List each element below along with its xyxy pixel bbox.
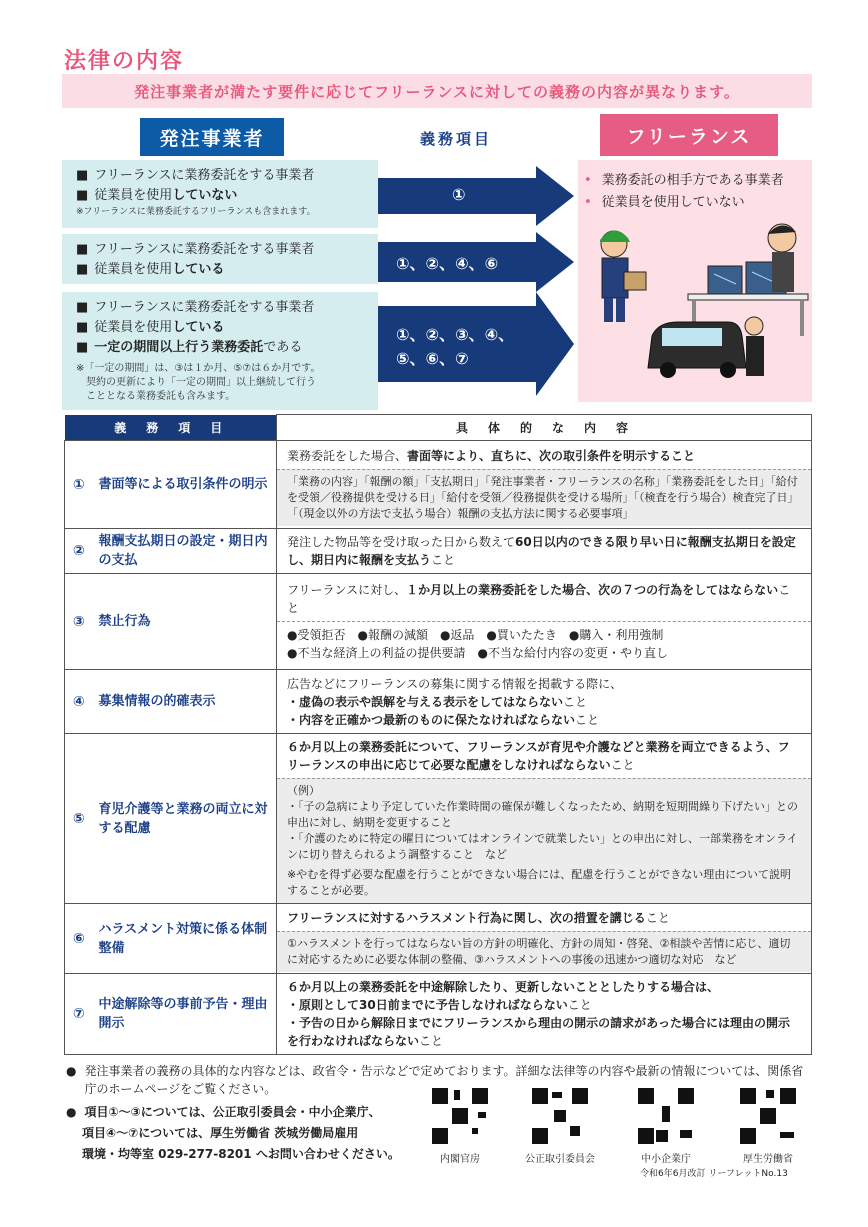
row-number: ① — [65, 441, 93, 529]
row-number: ⑤ — [65, 734, 93, 904]
col-header-items: 義 務 項 目 — [65, 415, 277, 441]
qr-code-cabinet[interactable] — [430, 1086, 490, 1146]
qr-label: 厚生労働省 — [743, 1154, 793, 1165]
table-row: ④ 募集情報の的確表示 広告などにフリーランスの募集に関する情報を掲載する際に、 ・虚偽の表示や誤解を与える表示をしてはならないこと ・内容を正確かつ最新のものに保たなければならないこと — [65, 670, 812, 734]
arrow-2-label: ①、②、④、⑥ — [396, 254, 499, 273]
qr-code-jftc[interactable] — [530, 1086, 590, 1146]
footer-note-2: ● 項目①～③については、公正取引委員会・中小企業庁、 項目④～⑦については、厚生労働省 茨城労働局雇用 環境・均等室 029-277-8201 へお問い合わせください。 — [66, 1105, 400, 1161]
requirement-box-1: ■ フリーランスに業務委託をする事業者 ■ 従業員を使用していない ※フリーランスに業務委託するフリーランスも含まれます。 — [62, 160, 378, 228]
row-title: ハラスメント対策に係る体制整備 — [93, 904, 277, 974]
row-number: ④ — [65, 670, 93, 734]
row-title: 報酬支払期日の設定・期日内の支払 — [93, 529, 277, 574]
freelance-illustration — [578, 218, 812, 398]
row-number: ⑥ — [65, 904, 93, 974]
footer-note-1: ● 発注事業者の義務の具体的な内容などは、政省令・告示などで定めております。詳細な法律等の内容や最新の情報については、関係省庁のホームページをご覧ください。 — [66, 1064, 804, 1096]
row-title: 中途解除等の事前予告・理由開示 — [93, 974, 277, 1055]
revision-note: 令和6年6月改訂 リーフレットNo.13 — [640, 1169, 788, 1179]
qr-label: 内閣官房 — [440, 1154, 480, 1165]
table-row: ⑤ 育児介護等と業務の両立に対する配慮 ６か月以上の業務委託について、フリーランスが育児や介護などと業務を両立できるよう、フリーランスの申出に応じて必要な配慮をしなければならないこと （例） ・「子の急病により予定していた作業時間の確保が難しくなったため、納期を短期間繰り下げたい」との申出に対し、納期を変更すること ・「介護のために特定の曜日についてはオンラインで就業したい」との申出に対し、一部業務をオンラインに切り替えられるよう調整すること など ※やむを得ず必要な配慮を行うことができない場合には、配慮を行うことができない理由について説明することが必要。 — [65, 734, 812, 904]
row-title: 募集情報の的確表示 — [93, 670, 277, 734]
items-header: 義務項目 — [420, 130, 493, 148]
freelance-header: フリーランス — [600, 114, 778, 156]
qr-label: 公正取引委員会 — [525, 1154, 595, 1165]
arrow-3-label-1: ①、②、③、④、 — [396, 325, 515, 344]
obligations-table — [64, 414, 812, 1055]
requirement-box-2: ■ フリーランスに業務委託をする事業者 ■ 従業員を使用している — [62, 234, 378, 284]
table-row: ⑥ ハラスメント対策に係る体制整備 フリーランスに対するハラスメント行為に関し、次の措置を講じること ①ハラスメントを行ってはならない旨の方針の明確化、方針の周知・啓発、②相談や苦情に応じ、適切に対応するために必要な体制の整備、③ハラスメントへの事後の迅速かつ適切な対応 など — [65, 904, 812, 974]
qr-label: 中小企業庁 — [641, 1154, 691, 1165]
freelance-box: • 業務委託の相手方である事業者 • 従業員を使用していない — [578, 160, 812, 402]
row-number: ② — [65, 529, 93, 574]
table-row: ⑦ 中途解除等の事前予告・理由開示 ６か月以上の業務委託を中途解除したり、更新しないこととしたりする場合は、 ・原則として30日前までに予告しなければならないこと ・予告の日から解除日までにフリーランスから理由の開示の請求があった場合には理由の開示を行わなければならないこと — [65, 974, 812, 1055]
page-title: 法律の内容 — [64, 49, 185, 74]
arrow-3-label-2: ⑤、⑥、⑦ — [396, 349, 469, 368]
row-number: ③ — [65, 574, 93, 670]
col-header-content: 具 体 的 な 内 容 — [277, 415, 812, 441]
qr-code-sme[interactable] — [636, 1086, 696, 1146]
table-row: ② 報酬支払期日の設定・期日内の支払 発注した物品等を受け取った日から数えて60日以内のできる限り早い日に報酬支払期日を設定し、期日内に報酬を支払うこと — [65, 529, 812, 574]
row-title: 育児介護等と業務の両立に対する配慮 — [93, 734, 277, 904]
subtitle-banner: 発注事業者が満たす要件に応じてフリーランスに対しての義務の内容が異なります。 — [62, 74, 812, 108]
arrow-1 — [378, 166, 574, 226]
row-title: 書面等による取引条件の明示 — [93, 441, 277, 529]
requirement-box-3: ■ フリーランスに業務委託をする事業者 ■ 従業員を使用している ■ 一定の期間以上行う業務委託である ※「一定の期間」は、③は１か月、⑤⑦は６か月です。 契約の更新により「一定の期間」以上継続して行う こととなる業務委託も含みます。 — [62, 292, 378, 410]
table-row: ③ 禁止行為 フリーランスに対し、１か月以上の業務委託をした場合、次の７つの行為をしてはならないこと ●受領拒否 ●報酬の減額 ●返品 ●買いたたき ●購入・利用強制 ●不当な経済上の利益の提供要請 ●不当な給付内容の変更・やり直し — [65, 574, 812, 670]
row-number: ⑦ — [65, 974, 93, 1055]
table-row: ① 書面等による取引条件の明示 業務委託をした場合、書面等により、直ちに、次の取引条件を明示すること 「業務の内容」「報酬の額」「支払期日」「発注事業者・フリーランスの名称」「業務委託をした日」「給付を受領／役務提供を受ける日」「給付を受領／役務提供を受ける場所」「（検査を行う場合）検査完了日」「（現金以外の方法で支払う場合）報酬の支払方法に関する必要事項」 — [65, 441, 812, 529]
qr-code-mhlw[interactable] — [738, 1086, 798, 1146]
orderer-header: 発注事業者 — [140, 118, 284, 156]
row-title: 禁止行為 — [93, 574, 277, 670]
arrow-1-label: ① — [452, 185, 466, 204]
